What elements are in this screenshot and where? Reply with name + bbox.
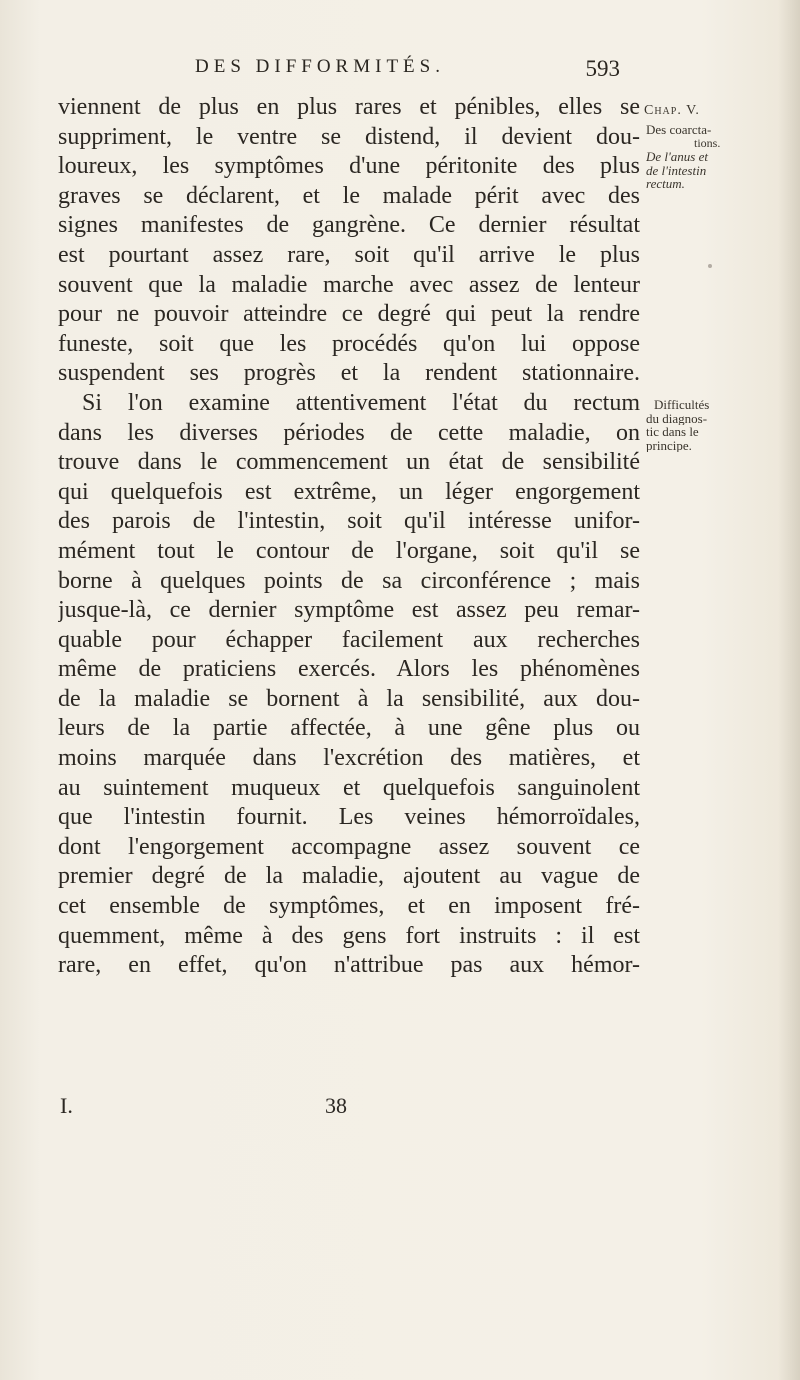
text-line: dans les diverses périodes de cette maladie, on — [58, 419, 640, 446]
ink-spot — [708, 264, 712, 268]
page-number: 593 — [585, 56, 620, 81]
text-line: quemment, même à des gens fort instruits : il est — [58, 922, 640, 949]
text-line: que l'intestin fournit. Les veines hémorroïdales, — [58, 804, 640, 831]
text-line: mément tout le contour de l'organe, soit qu'il se — [58, 537, 640, 564]
text-line: premier degré de la maladie, ajoutent au vague de — [58, 863, 640, 890]
margin-note-line: du diagnos- — [646, 411, 708, 425]
page-edge-shadow — [778, 0, 800, 1380]
text-line: trouve dans le commencement un état de sensibilité — [58, 449, 640, 476]
text-line: des parois de l'intestin, soit qu'il intéresse unifor- — [58, 508, 640, 535]
body-text — [58, 93, 640, 981]
text-line: qui quelquefois est extrême, un léger engorgement — [58, 478, 640, 505]
margin-note-difficultes — [646, 398, 796, 452]
text-line: cet ensemble de symptômes, et en imposent fré- — [58, 893, 640, 920]
text-line: même de praticiens exercés. Alors les phénomènes — [58, 656, 640, 683]
ink-spot — [266, 309, 272, 315]
margin-note-line: de l'intestin — [646, 163, 707, 177]
running-head — [100, 56, 620, 86]
margin-chapter-label: Chap. V. — [644, 103, 700, 118]
text-line: moins marquée dans l'excrétion des matières, et — [58, 745, 640, 772]
signature-mark: I. — [60, 1093, 73, 1118]
text-line: dont l'engorgement accompagne assez souvent ce — [58, 833, 640, 860]
margin-note-line: Difficultés — [654, 398, 710, 412]
text-line: suppriment, le ventre se distend, il devient dou- — [58, 123, 640, 150]
text-line: funeste, soit que les procédés qu'on lui oppose — [58, 330, 640, 357]
text-line: jusque-là, ce dernier symptôme est assez peu remar- — [58, 597, 640, 624]
text-line: est pourtant assez rare, soit qu'il arrive le plus — [58, 241, 640, 268]
text-line: borne à quelques points de sa circonférence ; mais — [58, 567, 640, 594]
text-line: suspendent ses progrès et la rendent stationnaire. — [58, 360, 640, 387]
text-line: quable pour échapper facilement aux recherches — [58, 626, 640, 653]
margin-note-line: principe. — [646, 438, 692, 452]
margin-note-line: tions. — [694, 136, 721, 150]
text-line: pour ne pouvoir atteindre ce degré qui peut la rendre — [58, 301, 640, 328]
text-line: loureux, les symptômes d'une péritonite des plus — [58, 153, 640, 180]
margin-note-line: Des coarcta- — [646, 123, 712, 137]
text-line: au suintement muqueux et quelquefois sanguinolent — [58, 774, 640, 801]
text-line: rare, en effet, qu'on n'attribue pas aux hémor- — [58, 952, 640, 979]
sheet-number: 38 — [325, 1093, 347, 1118]
text-line: viennent de plus en plus rares et pénibles, elles se — [58, 94, 640, 120]
text-line: signes manifestes de gangrène. Ce dernier résultat — [58, 212, 640, 239]
text-line: souvent que la maladie marche avec assez de lenteur — [58, 271, 640, 298]
margin-note-line: rectum. — [646, 177, 685, 191]
margin-note-line: De l'anus et — [646, 150, 708, 164]
text-line: de la maladie se bornent à la sensibilité, aux dou- — [58, 685, 640, 712]
margin-note-coarctation — [646, 123, 796, 191]
running-title: DES DIFFORMITÉS. — [195, 56, 445, 77]
text-line: graves se déclarent, et le malade périt avec des — [58, 182, 640, 209]
margin-note-line: tic dans le — [646, 425, 699, 439]
text-line: leurs de la partie affectée, à une gêne plus ou — [58, 715, 640, 742]
text-line: Si l'on examine attentivement l'état du rectum — [82, 389, 640, 416]
